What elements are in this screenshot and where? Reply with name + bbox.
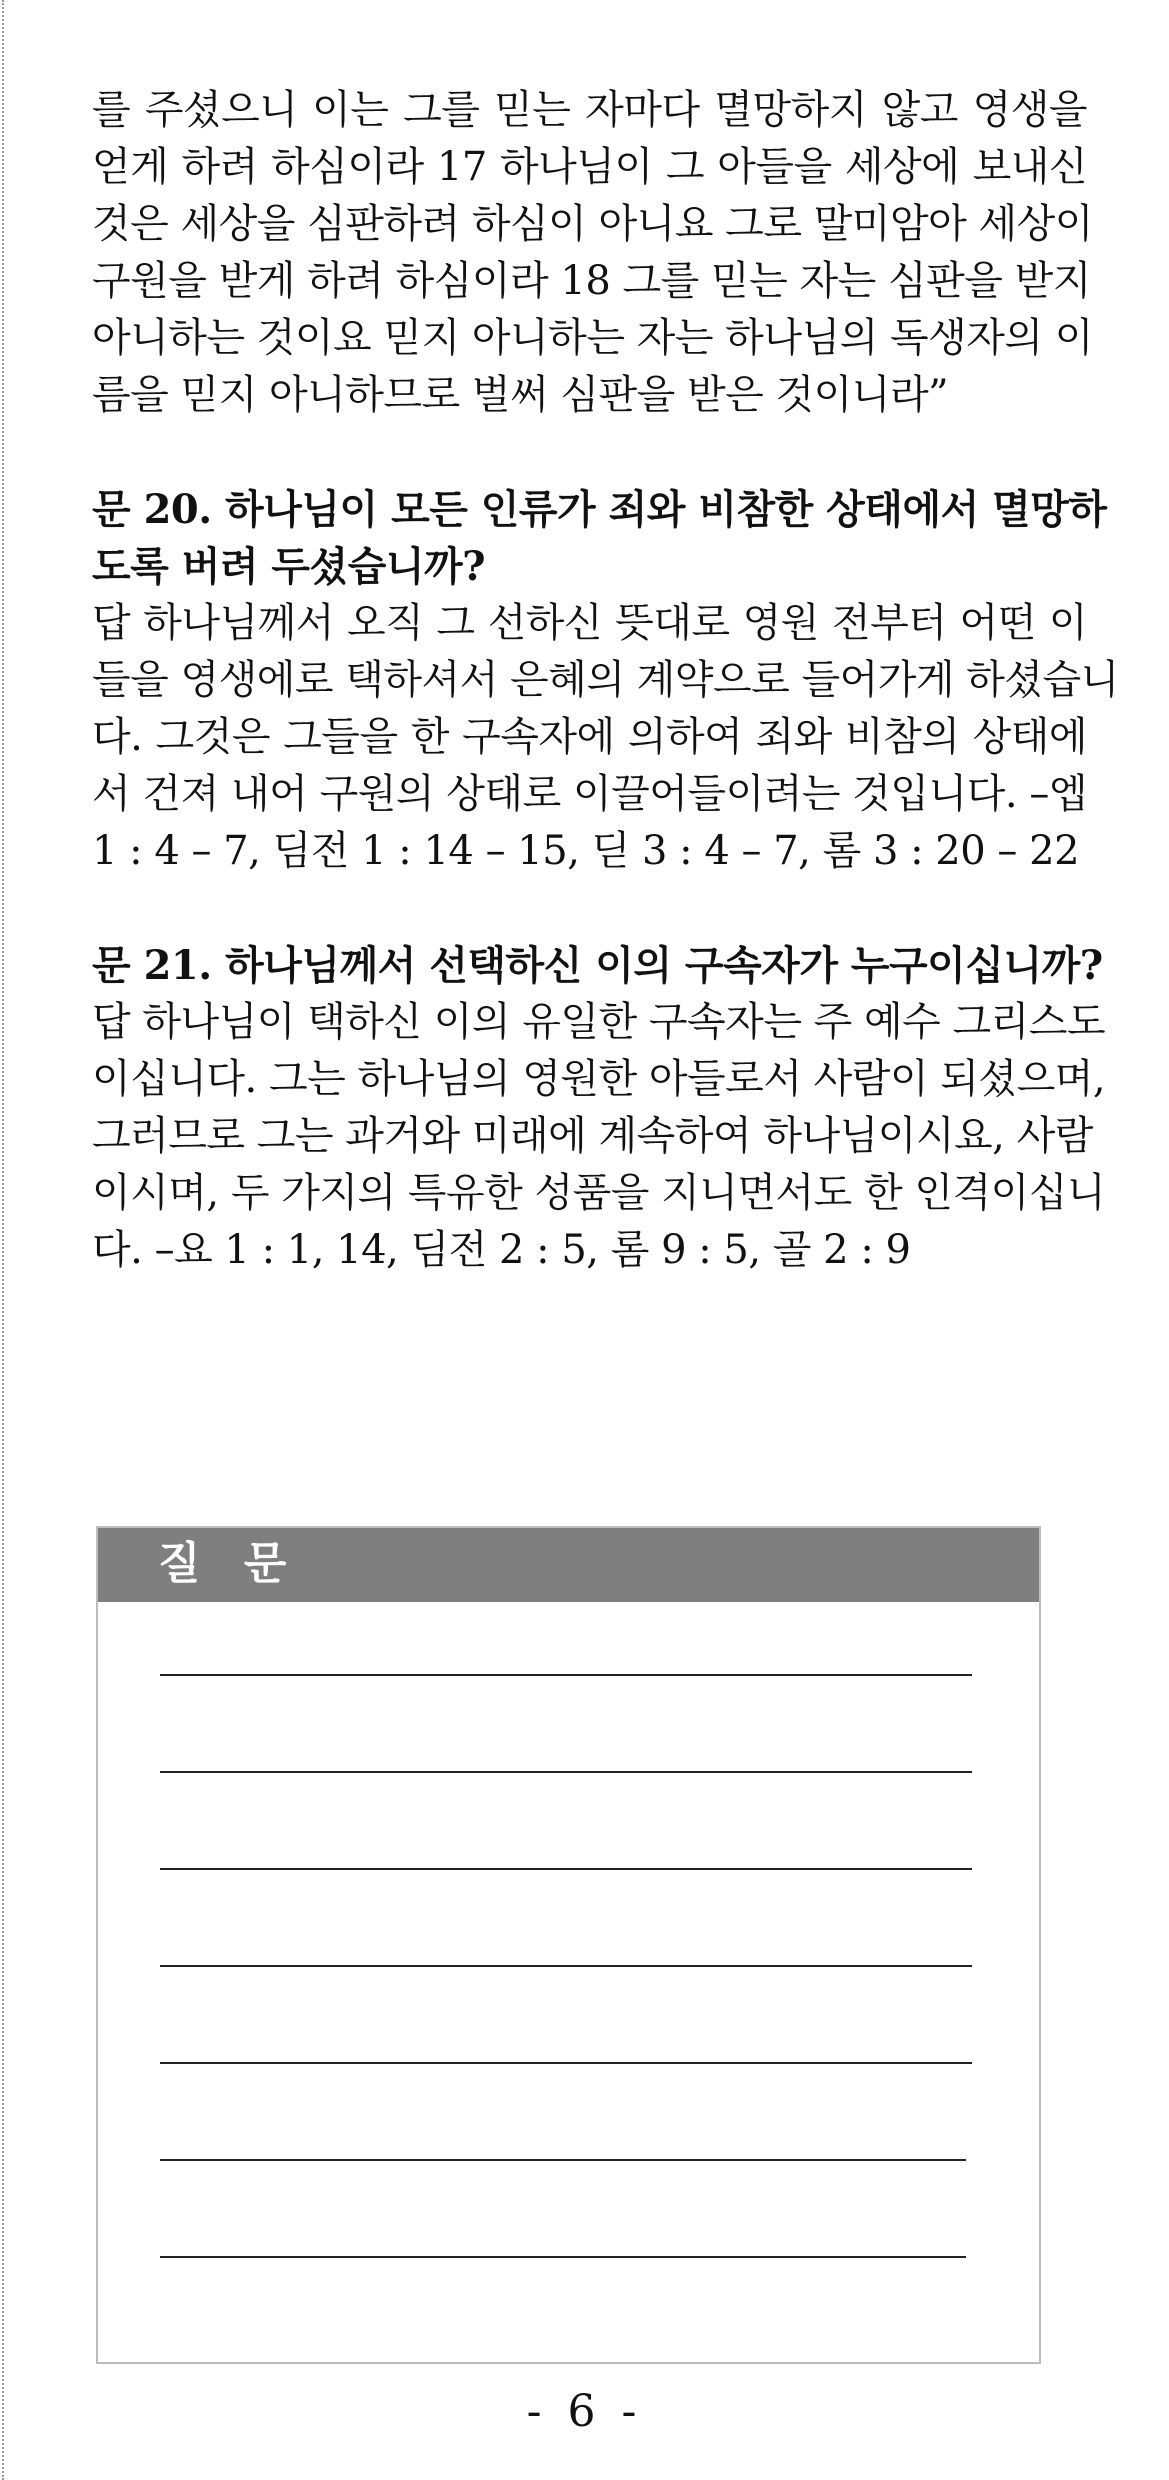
body-line: 것은 세상을 심판하려 하심이 아니요 그로 말미암아 세상이 bbox=[92, 201, 1093, 247]
answer-line-text: 이십니다. 그는 하나님의 영원한 아들로서 사람이 되셨으며, bbox=[92, 1056, 1106, 1102]
document-body bbox=[92, 82, 1119, 1279]
writing-line bbox=[160, 1868, 972, 1870]
question-20 bbox=[92, 481, 1119, 880]
body-line: 아니하는 것이요 믿지 아니하는 자는 하나님의 독생자의 이 bbox=[92, 315, 1093, 361]
question-box-header bbox=[98, 1528, 1039, 1602]
page-edge-dotted-rule bbox=[2, 0, 4, 2480]
answer-line-text: 이시며, 두 가지의 특유한 성품을 지니면서도 한 인격이십니 bbox=[92, 1170, 1106, 1216]
scripture-references: 1 : 4 – 7, 딤전 1 : 14 – 15, 딛 3 : 4 – 7, 롬 3 : 20 – 22 bbox=[92, 828, 1080, 874]
answer-line-text: 서 건져 내어 구원의 상태로 이끌어들이려는 것입니다. –엡 bbox=[92, 771, 1087, 817]
body-line: 를 주셨으니 이는 그를 믿는 자마다 멸망하지 않고 영생을 bbox=[92, 87, 1087, 133]
question-heading-line: 도록 버려 두셨습니까? bbox=[92, 543, 486, 590]
question-notes-box bbox=[96, 1526, 1041, 2364]
writing-line bbox=[160, 2062, 972, 2064]
writing-line bbox=[160, 2159, 966, 2161]
paragraph-gap bbox=[92, 880, 1087, 937]
writing-line bbox=[160, 2256, 966, 2258]
scripture-references: 다. –요 1 : 1, 14, 딤전 2 : 5, 롬 9 : 5, 골 2 : 9 bbox=[92, 1227, 911, 1273]
question-box-title: 질 문 bbox=[158, 1538, 301, 1589]
answer-line-text: 답 하나님이 택하신 이의 유일한 구속자는 주 예수 그리스도 bbox=[92, 999, 1106, 1045]
answer-line-text: 들을 영생에로 택하셔서 은혜의 계약으로 들어가게 하셨습니 bbox=[92, 657, 1119, 703]
answer-line-text: 다. 그것은 그들을 한 구속자에 의하여 죄와 비참의 상태에 bbox=[92, 714, 1087, 760]
answer-line-text: 답 하나님께서 오직 그 선하신 뜻대로 영원 전부터 어떤 이 bbox=[92, 600, 1087, 646]
paragraph-gap bbox=[92, 424, 1087, 481]
question-21 bbox=[92, 937, 1106, 1279]
body-line: 구원을 받게 하려 하심이라 18 그를 믿는 자는 심판을 받지 bbox=[92, 258, 1091, 304]
writing-line bbox=[160, 1674, 972, 1676]
writing-line bbox=[160, 1771, 972, 1773]
answer-line-text: 그러므로 그는 과거와 미래에 계속하여 하나님이시요, 사람 bbox=[92, 1113, 1093, 1159]
question-heading-line: 문 21. 하나님께서 선택하신 이의 구속자가 누구이십니까? bbox=[92, 942, 1103, 989]
question-heading-line: 문 20. 하나님이 모든 인류가 죄와 비참한 상태에서 멸망하 bbox=[92, 486, 1107, 533]
page-number: - 6 - bbox=[526, 2386, 643, 2437]
writing-line bbox=[160, 1965, 972, 1967]
body-line: 름을 믿지 아니하므로 벌써 심판을 받은 것이니라” bbox=[92, 372, 949, 418]
body-line: 얻게 하려 하심이라 17 하나님이 그 아들을 세상에 보내신 bbox=[92, 144, 1087, 190]
